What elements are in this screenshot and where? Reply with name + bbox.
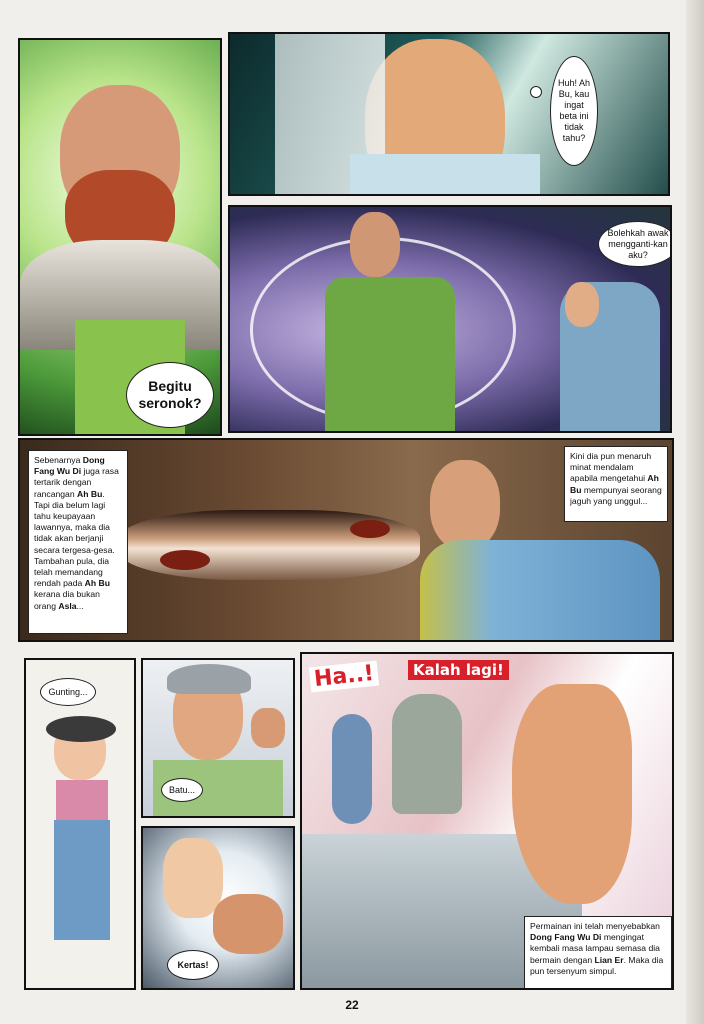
thought-dots xyxy=(530,86,542,98)
sfx-ha: Ha..! xyxy=(309,661,379,693)
champion-jacket xyxy=(420,540,660,642)
caption-right: Kini dia pun menaruh minat mendalam apabila mengetahui Ah Bu mempunyai seorang jaguh yang unggul... xyxy=(564,446,668,522)
panel-spinning-fighter xyxy=(228,205,672,433)
speech-bubble-begitu: Begitu seronok? xyxy=(126,362,214,428)
fighter-head xyxy=(350,212,400,277)
panel-eyes-and-champion xyxy=(18,438,674,642)
eye-left xyxy=(160,550,210,570)
speech-bubble-batu: Batu... xyxy=(161,778,203,802)
speech-bubble-bolehkah: Bolehkah awak mengganti-kan aku? xyxy=(598,221,672,267)
panel-man-batu xyxy=(141,658,295,818)
panel-memory-profile xyxy=(300,652,674,990)
suit-man-head xyxy=(565,282,599,327)
panel-long-haired-man xyxy=(228,32,670,196)
page-spine xyxy=(686,0,704,1024)
fighter-torso xyxy=(325,277,455,433)
man-batu-hair xyxy=(167,664,251,694)
raised-fist xyxy=(251,708,285,748)
fist xyxy=(213,894,283,954)
collar xyxy=(350,154,540,196)
panel-girl xyxy=(24,658,136,990)
eye-right xyxy=(350,520,390,538)
speech-bubble-huh: Huh! Ah Bu, kau ingat beta ini tidak tahu? xyxy=(550,56,598,166)
champion-head xyxy=(430,460,500,550)
sfx-kalah-lagi: Kalah lagi! xyxy=(408,660,509,680)
girl-overalls xyxy=(54,820,110,940)
memory-young-man xyxy=(392,694,462,814)
memory-girl xyxy=(332,714,372,824)
open-hand xyxy=(163,838,223,918)
speech-bubble-kertas: Kertas! xyxy=(167,950,219,980)
caption-left: Sebenarnya Dong Fang Wu Di juga rasa tertarik dengan rancangan Ah Bu. Tapi dia belum lagi tahu keupayaan lawannya, maka dia tidak akan berjanji secara tergesa-gesa. Tambahan pula, dia telah memandang rendah pada Ah Bu kerana dia bukan orang Asla... xyxy=(28,450,128,634)
girl-hair xyxy=(46,716,116,742)
panel-bearded-man xyxy=(18,38,222,436)
profile-face xyxy=(512,684,632,904)
panel-hands-kertas xyxy=(141,826,295,990)
page-number: 22 xyxy=(345,998,359,1012)
speech-bubble-gunting: Gunting... xyxy=(40,678,96,706)
caption-bottom: Permainan ini telah menyebabkan Dong Fang Wu Di mengingat kembali masa lampau semasa dia bermain dengan Lian Er. Maka dia pun tersenyum simpul. xyxy=(524,916,672,990)
